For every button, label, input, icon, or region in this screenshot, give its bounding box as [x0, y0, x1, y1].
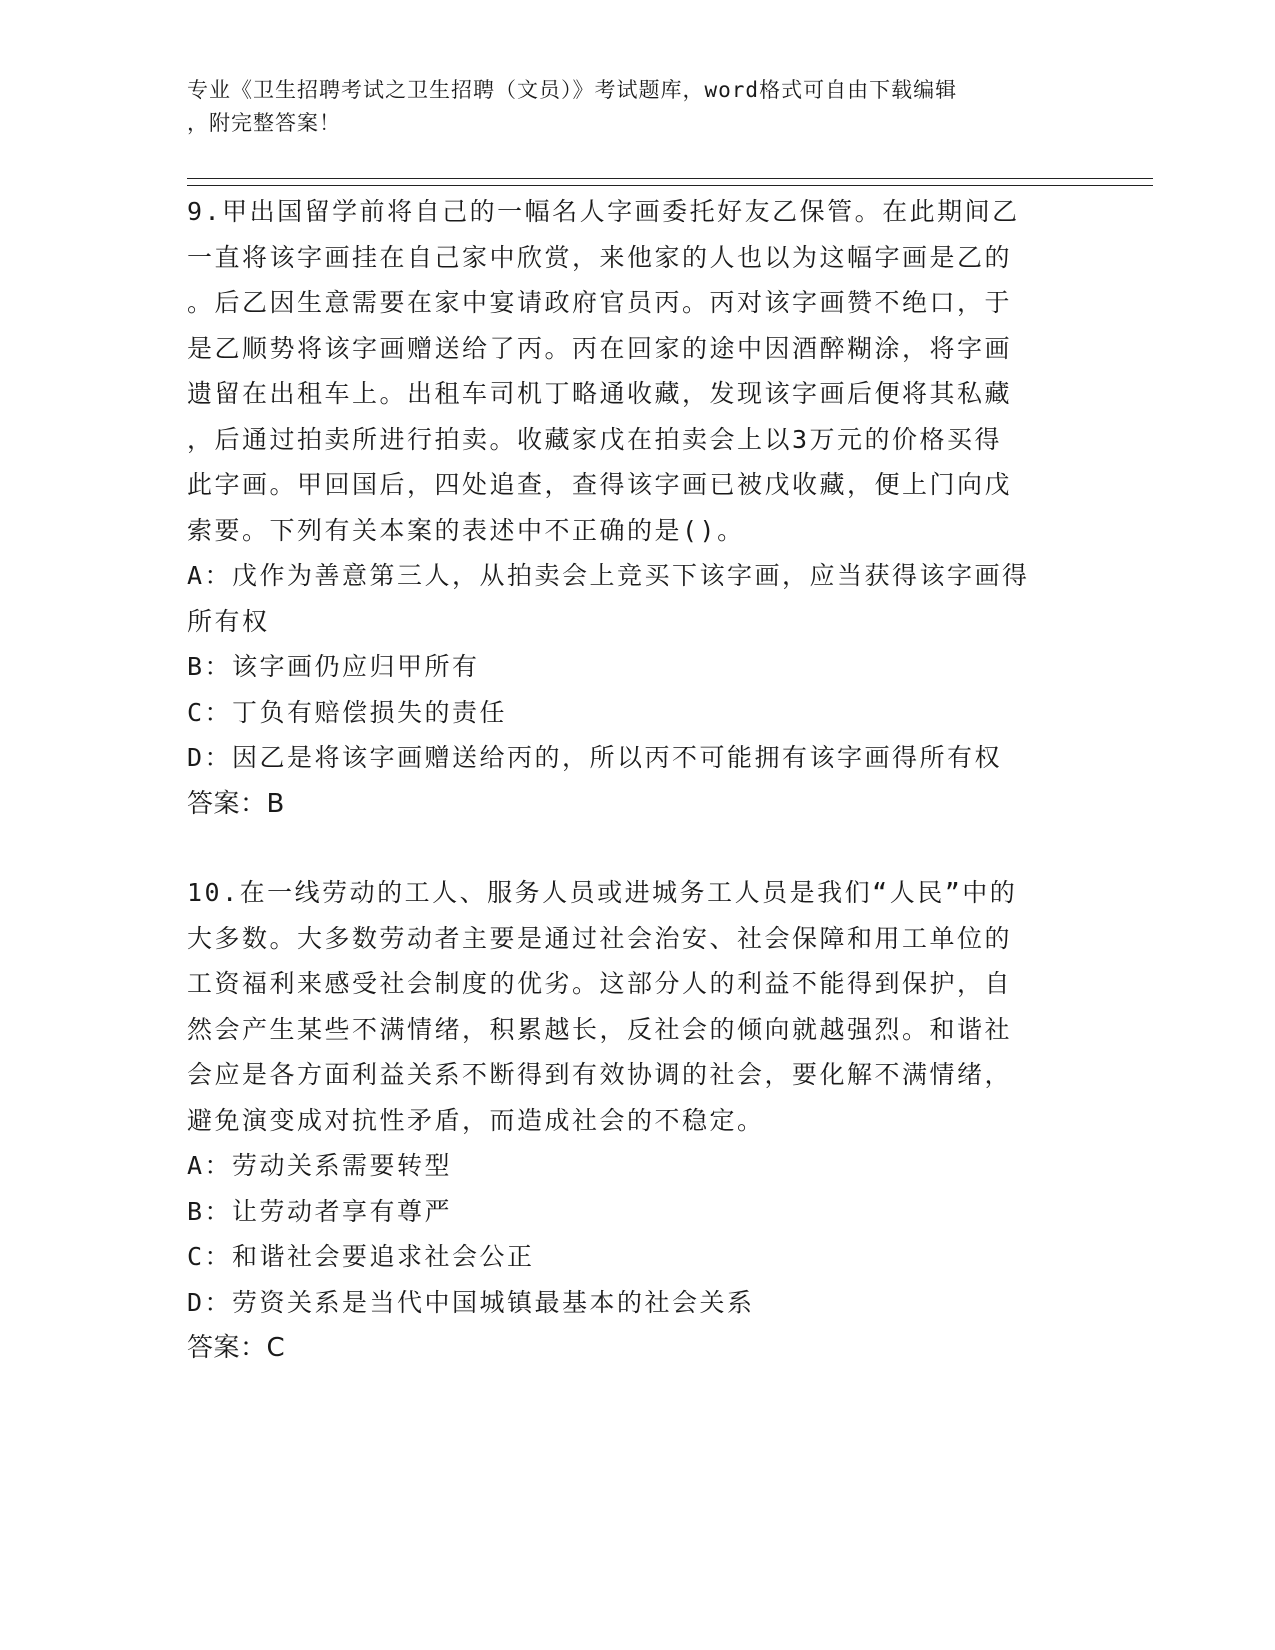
option-d: D：劳资关系是当代中国城镇最基本的社会关系	[187, 1287, 755, 1317]
option-d: D：因乙是将该字画赠送给丙的，所以丙不可能拥有该字画得所有权	[187, 743, 1003, 772]
option-a-line-2: 所有权	[187, 606, 270, 636]
question-10	[187, 870, 1087, 1371]
option-c: C：和谐社会要追求社会公正	[187, 1242, 535, 1271]
stem-line: 索要。下列有关本案的表述中不正确的是()。	[187, 515, 745, 545]
answer-label: 答案：C	[187, 1333, 286, 1363]
option-a: A：劳动关系需要转型	[187, 1151, 453, 1180]
question-stem	[187, 870, 1087, 1143]
stem-line: 大多数。大多数劳动者主要是通过社会治安、社会保障和用工单位的	[187, 923, 1013, 953]
stem-line: 此字画。甲回国后，四处追查，查得该字画已被戊收藏，便上门向戊	[187, 470, 1013, 499]
option-b: B：让劳动者享有尊严	[187, 1196, 453, 1226]
option-a-line-1: A：戊作为善意第三人，从拍卖会上竞买下该字画，应当获得该字画得	[187, 561, 1030, 590]
stem-line: 工资福利来感受社会制度的优劣。这部分人的利益不能得到保护，自	[187, 969, 1013, 998]
stem-line: 10.在一线劳动的工人、服务人员或进城务工人员是我们“人民”中的	[187, 878, 1018, 907]
question-stem	[187, 189, 1087, 553]
stem-line: 。后乙因生意需要在家中宴请政府官员丙。丙对该字画赞不绝口，于	[187, 288, 1013, 317]
header-line-2: ，附完整答案！	[187, 111, 341, 135]
option-a	[187, 553, 1087, 644]
question-9	[187, 189, 1087, 827]
stem-line: 9.甲出国留学前将自己的一幅名人字画委托好友乙保管。在此期间乙	[187, 197, 1020, 226]
stem-line: 然会产生某些不满情绪，积累越长，反社会的倾向就越强烈。和谐社	[187, 1014, 1013, 1044]
stem-line: 避免演变成对抗性矛盾，而造成社会的不稳定。	[187, 1105, 765, 1135]
stem-line: 一直将该字画挂在自己家中欣赏，来他家的人也以为这幅字画是乙的	[187, 242, 1013, 272]
header-divider-bottom	[187, 185, 1153, 186]
stem-line: ，后通过拍卖所进行拍卖。收藏家戊在拍卖会上以3万元的价格买得	[187, 424, 1003, 454]
stem-line: 是乙顺势将该字画赠送给了丙。丙在回家的途中因酒醉糊涂，将字画	[187, 333, 1013, 363]
stem-line: 会应是各方面利益关系不断得到有效协调的社会，要化解不满情绪，	[187, 1060, 1013, 1089]
header-line-1: 专业《卫生招聘考试之卫生招聘（文员）》考试题库，word格式可自由下载编辑	[187, 78, 958, 102]
option-c: C：丁负有赔偿损失的责任	[187, 697, 508, 727]
answer-label: 答案：B	[187, 788, 285, 819]
header-divider-top	[187, 178, 1153, 179]
document-header	[187, 74, 1087, 140]
option-b: B：该字画仍应归甲所有	[187, 652, 480, 681]
stem-line: 遗留在出租车上。出租车司机丁略通收藏，发现该字画后便将其私藏	[187, 379, 1013, 408]
